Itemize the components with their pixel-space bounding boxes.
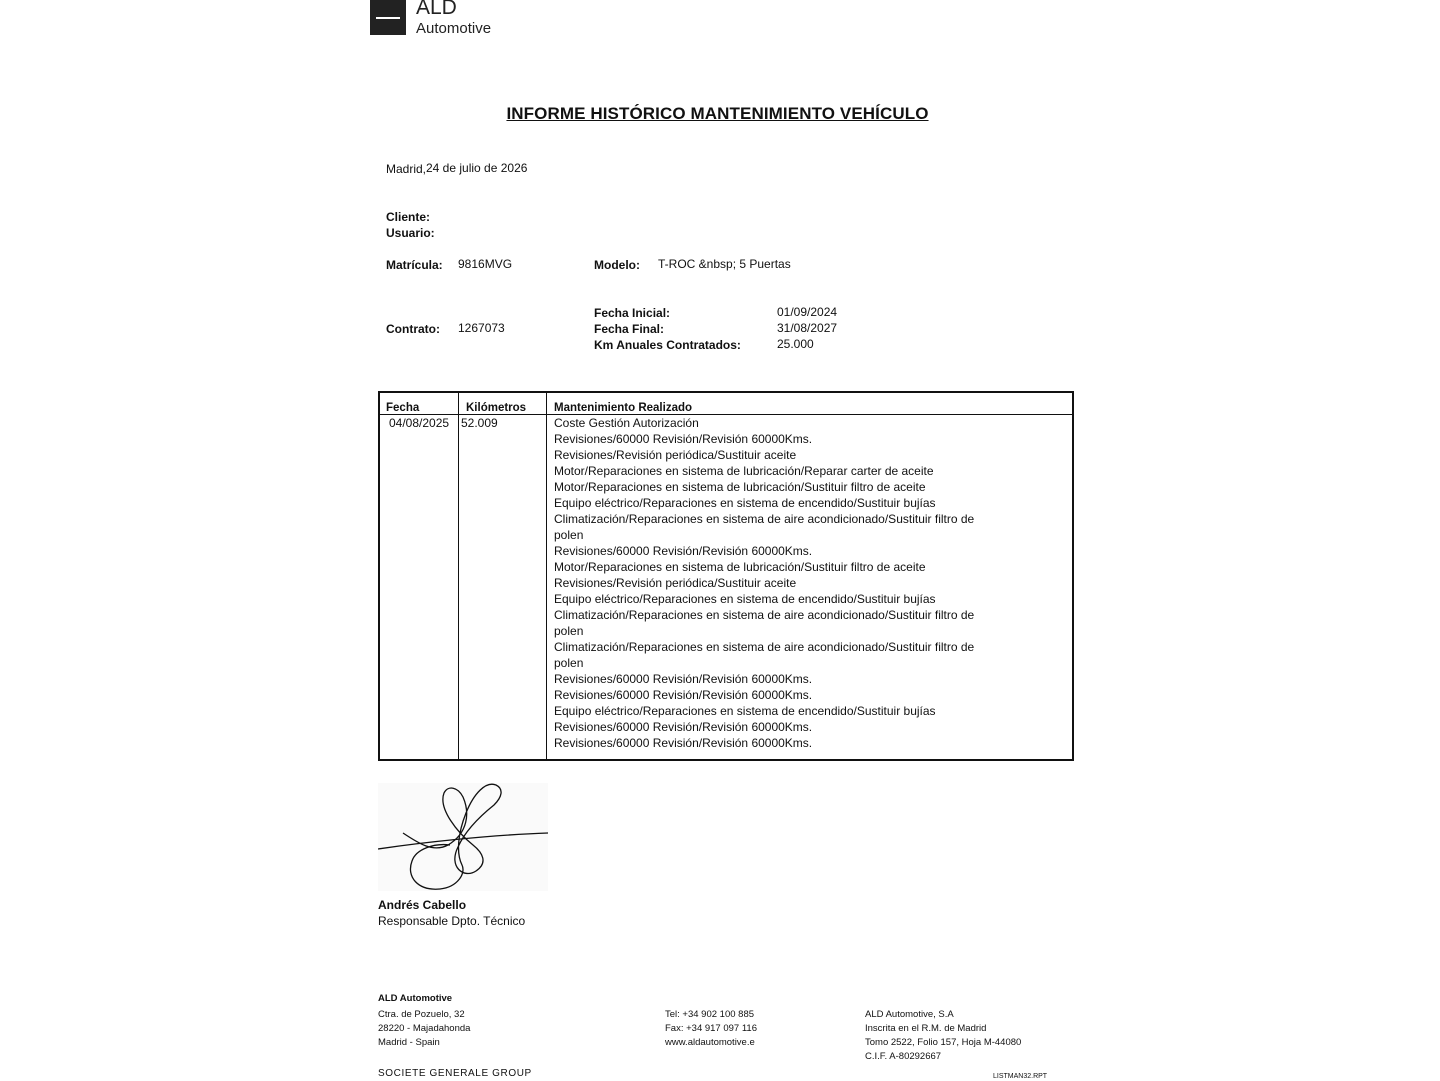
maintenance-line: polen — [554, 528, 584, 542]
logo-text-ald: ALD — [416, 0, 457, 19]
signatory-role: Responsable Dpto. Técnico — [378, 914, 526, 928]
col-header-fecha: Fecha — [386, 402, 420, 414]
maintenance-line: Revisiones/60000 Revisión/Revisión 60000Kms. — [554, 432, 813, 446]
fecha-final-value: 31/08/2027 — [777, 321, 838, 335]
maintenance-line: polen — [554, 624, 584, 638]
logo-mark — [370, 0, 406, 35]
footer-address-3: Madrid - Spain — [378, 1037, 440, 1048]
maintenance-line: Revisiones/Revisión periódica/Sustituir aceite — [554, 576, 797, 590]
maintenance-line: Climatización/Reparaciones en sistema de aire acondicionado/Sustituir filtro de — [554, 608, 975, 622]
footer-tel: Tel: +34 902 100 885 — [665, 1009, 755, 1020]
table-column-divider — [546, 393, 547, 759]
cell-km: 52.009 — [461, 416, 498, 430]
footer-address-2: 28220 - Majadahonda — [378, 1023, 471, 1034]
maintenance-line: Climatización/Reparaciones en sistema de aire acondicionado/Sustituir filtro de — [554, 512, 975, 526]
fecha-inicial-value: 01/09/2024 — [777, 305, 838, 319]
table-column-divider — [458, 393, 459, 759]
footer-web: www.aldautomotive.e — [665, 1037, 755, 1048]
footer-legal-2: Inscrita en el R.M. de Madrid — [865, 1023, 987, 1034]
footer-legal-4: C.I.F. A-80292667 — [865, 1051, 942, 1062]
matricula-label: Matrícula: — [386, 258, 443, 272]
km-label: Km Anuales Contratados: — [594, 338, 741, 352]
contrato-value: 1267073 — [458, 321, 505, 335]
footer-file: LISTMAN32.RPT — [993, 1073, 1048, 1080]
maintenance-line: Climatización/Reparaciones en sistema de aire acondicionado/Sustituir filtro de — [554, 640, 975, 654]
cell-fecha: 04/08/2025 — [389, 416, 450, 430]
col-header-km: Kilómetros — [466, 402, 527, 414]
maintenance-line: Revisiones/60000 Revisión/Revisión 60000Kms. — [554, 688, 813, 702]
cliente-label: Cliente: — [386, 210, 431, 224]
maintenance-line: Motor/Reparaciones en sistema de lubricación/Sustituir filtro de aceite — [554, 560, 926, 574]
maintenance-line: Motor/Reparaciones en sistema de lubricación/Sustituir filtro de aceite — [554, 480, 926, 494]
maintenance-line: Coste Gestión Autorización — [554, 416, 699, 430]
km-value: 25.000 — [777, 337, 814, 351]
place: Madrid, — [386, 162, 427, 176]
footer-group: SOCIETE GENERALE GROUP — [378, 1068, 532, 1079]
footer-address-1: Ctra. de Pozuelo, 32 — [378, 1009, 465, 1020]
col-header-maintenance: Mantenimiento Realizado — [554, 402, 693, 414]
fecha-inicial-label: Fecha Inicial: — [594, 306, 671, 320]
footer-legal-1: ALD Automotive, S.A — [865, 1009, 954, 1020]
footer-legal-3: Tomo 2522, Folio 157, Hoja M-44080 — [865, 1037, 1022, 1048]
matricula-value: 9816MVG — [458, 257, 513, 271]
fecha-final-label: Fecha Final: — [594, 322, 665, 336]
maintenance-line: Motor/Reparaciones en sistema de lubricación/Reparar carter de aceite — [554, 464, 934, 478]
footer-fax: Fax: +34 917 097 116 — [665, 1023, 757, 1034]
report-title: INFORME HISTÓRICO MANTENIMIENTO VEHÍCULO — [506, 104, 929, 123]
signature — [378, 783, 548, 891]
maintenance-line: Revisiones/60000 Revisión/Revisión 60000Kms. — [554, 736, 813, 750]
maintenance-line: Revisiones/60000 Revisión/Revisión 60000Kms. — [554, 672, 813, 686]
logo-text-automotive: Automotive — [416, 20, 492, 37]
footer-company: ALD Automotive — [378, 993, 453, 1004]
contrato-label: Contrato: — [386, 322, 440, 336]
signatory-name: Andrés Cabello — [378, 898, 467, 912]
modelo-label: Modelo: — [594, 258, 640, 272]
maintenance-line: Revisiones/60000 Revisión/Revisión 60000Kms. — [554, 544, 813, 558]
maintenance-line: Equipo eléctrico/Reparaciones en sistema de encendido/Sustituir bujías — [554, 496, 936, 510]
maintenance-line: Revisiones/Revisión periódica/Sustituir aceite — [554, 448, 797, 462]
maintenance-list — [554, 415, 984, 751]
maintenance-line: Revisiones/60000 Revisión/Revisión 60000Kms. — [554, 720, 813, 734]
maintenance-line: Equipo eléctrico/Reparaciones en sistema de encendido/Sustituir bujías — [554, 704, 936, 718]
maintenance-line: Equipo eléctrico/Reparaciones en sistema de encendido/Sustituir bujías — [554, 592, 936, 606]
report-date: 24 de julio de 2026 — [426, 161, 528, 175]
maintenance-line: polen — [554, 656, 584, 670]
usuario-label: Usuario: — [386, 226, 435, 240]
modelo-value: T-ROC &nbsp; 5 Puertas — [658, 257, 791, 271]
